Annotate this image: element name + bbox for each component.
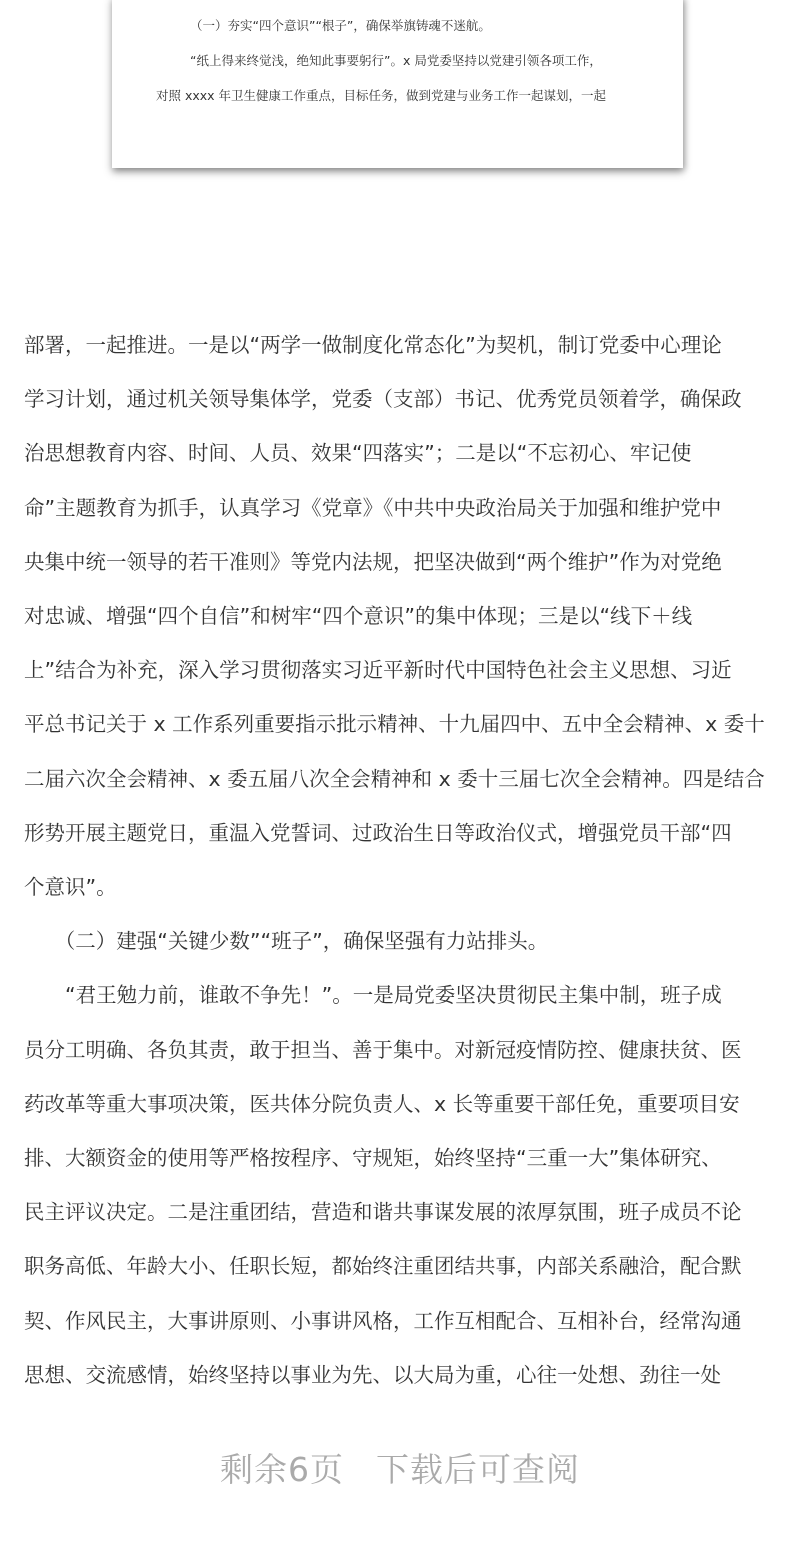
text-line: 排、大额资金的使用等严格按程序、守规矩，始终坚持“三重一大”集体研究、 bbox=[24, 1146, 722, 1170]
text-line: 思想、交流感情，始终坚持以事业为先、以大局为重，心往一处想、劲往一处 bbox=[24, 1362, 721, 1387]
text-line: 职务高低、年龄大小、任职长短，都始终注重团结共事，内部关系融洽，配合默 bbox=[24, 1254, 742, 1279]
card-text-line: “纸上得来终觉浅，绝知此事要躬行”。x 局党委坚持以党建引领各项工作， bbox=[190, 53, 602, 68]
text-line: 员分工明确、各负其责，敢于担当、善于集中。对新冠疫情防控、健康扶贫、医 bbox=[24, 1037, 742, 1062]
text-line: 契、作风民主，大事讲原则、小事讲风格，工作互相配合、互相补台，经常沟通 bbox=[24, 1308, 742, 1333]
text-line: 治思想教育内容、时间、人员、效果“四落实”；二是以“不忘初心、牢记使 bbox=[24, 441, 692, 466]
card-heading: （一）夯实“四个意识”“根子”，确保举旗铸魂不迷航。 bbox=[190, 18, 491, 33]
card-text-line: 对照 xxxx 年卫生健康工作重点，目标任务，做到党建与业务工作一起谋划，一起 bbox=[156, 88, 607, 103]
text-line: 民主评议决定。二是注重团结，营造和谐共事谋发展的浓厚氛围，班子成员不论 bbox=[24, 1200, 742, 1225]
text-line: 平总书记关于 x 工作系列重要指示批示精神、十九届四中、五中全会精神、x 委十 bbox=[24, 712, 765, 737]
text-line: 央集中统一领导的若干准则》等党内法规，把坚决做到“两个维护”作为对党绝 bbox=[24, 549, 722, 574]
text-line: 个意识”。 bbox=[24, 875, 117, 899]
remaining-pages-text: 剩余6页 bbox=[220, 1450, 344, 1489]
text-line: 部署，一起推进。一是以“两学一做制度化常态化”为契机，制订党委中心理论 bbox=[24, 333, 722, 357]
download-to-view-text[interactable]: 下载后可查阅 bbox=[376, 1450, 580, 1489]
text-line: 药改革等重大事项决策，医共体分院负责人、x 长等重要干部任免，重要项目安 bbox=[24, 1091, 740, 1116]
preview-page-card bbox=[112, 0, 683, 168]
text-line: “君王勉力前，谁敢不争先！”。一是局党委坚决贯彻民主集中制，班子成 bbox=[24, 983, 722, 1008]
text-line: 二届六次全会精神、x 委五届八次全会精神和 x 委十三届七次全会精神。四是结合 bbox=[24, 766, 765, 791]
text-line: 形势开展主题党日，重温入党誓词、过政治生日等政治仪式，增强党员干部“四 bbox=[24, 820, 732, 845]
text-line: 对忠诚、增强“四个自信”和树牢“四个意识”的集中体现；三是以“线下＋线 bbox=[24, 604, 693, 628]
text-line: 上”结合为补充，深入学习贯彻落实习近平新时代中国特色社会主义思想、习近 bbox=[24, 658, 732, 683]
text-line: （二）建强“关键少数”“班子”，确保坚强有力站排头。 bbox=[24, 929, 549, 954]
text-line: 命”主题教育为抓手，认真学习《党章》《中共中央政治局关于加强和维护党中 bbox=[24, 495, 722, 520]
download-prompt[interactable] bbox=[0, 1444, 800, 1491]
text-line: 学习计划，通过机关领导集体学，党委（支部）书记、优秀党员领着学，确保政 bbox=[24, 387, 742, 412]
